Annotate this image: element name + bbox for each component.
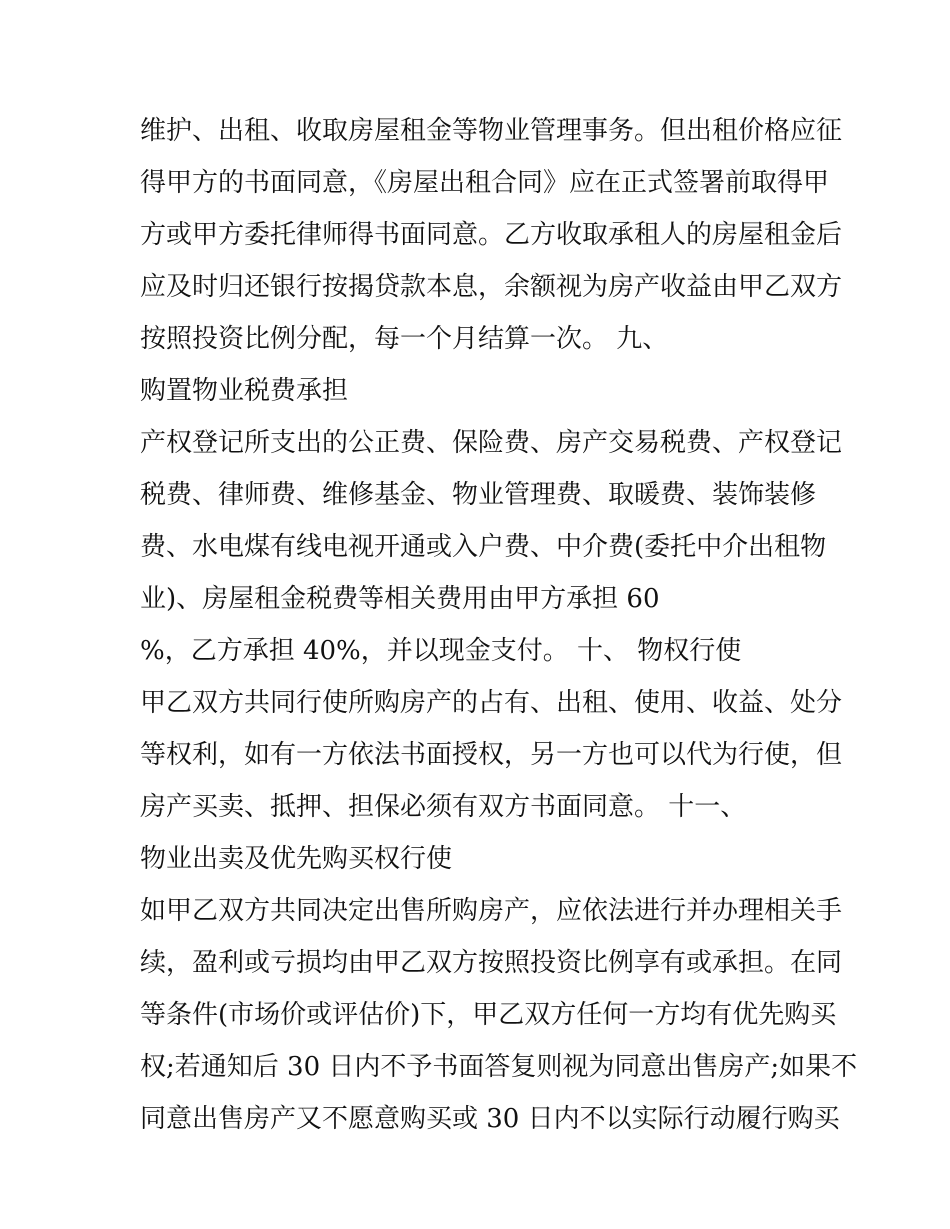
section-heading: 购置物业税费承担: [140, 376, 349, 406]
text-line: 等条件(市场价或评估价)下，甲乙双方任何一方均有优先购买: [140, 1000, 837, 1030]
text-line: 税费、律师费、维修基金、物业管理费、取暖费、装饰装修: [140, 480, 817, 510]
text-line: 如甲乙双方共同决定出售所购房产，应依法进行并办理相关手: [140, 896, 843, 926]
text-line: 房产买卖、抵押、担保必须有双方书面同意。 十一、: [140, 792, 747, 822]
text-line: 产权登记所支出的公正费、保险费、房产交易税费、产权登记: [140, 428, 843, 458]
text-line: 续，盈利或亏损均由甲乙双方按照投资比例享有或承担。在同: [140, 948, 843, 978]
text-line: 费、水电煤有线电视开通或入户费、中介费(委托中介出租物: [140, 532, 827, 562]
text-line: %，乙方承担 40%，并以现金支付。 十、 物权行使: [140, 636, 742, 666]
text-line: 业)、房屋租金税费等相关费用由甲方承担 60: [140, 584, 660, 614]
text-line: 甲乙双方共同行使所购房产的占有、出租、使用、收益、处分: [140, 688, 843, 718]
text-line: 维护、出租、收取房屋租金等物业管理事务。但出租价格应征: [140, 116, 843, 146]
text-line: 同意出售房产又不愿意购买或 30 日内不以实际行动履行购买: [140, 1104, 840, 1134]
text-line: 等权利，如有一方依法书面授权，另一方也可以代为行使，但: [140, 740, 843, 770]
text-line: 按照投资比例分配，每一个月结算一次。 九、: [140, 324, 669, 354]
document-body: [140, 105, 858, 1145]
text-line: 应及时归还银行按揭贷款本息，余额视为房产收益由甲乙双方: [140, 272, 843, 302]
section-heading: 物业出卖及优先购买权行使: [140, 844, 453, 874]
text-line: 得甲方的书面同意，《房屋出租合同》应在正式签署前取得甲: [140, 168, 830, 198]
text-line: 权;若通知后 30 日内不予书面答复则视为同意出售房产;如果不: [140, 1052, 858, 1082]
text-line: 方或甲方委托律师得书面同意。乙方收取承租人的房屋租金后: [140, 220, 843, 250]
